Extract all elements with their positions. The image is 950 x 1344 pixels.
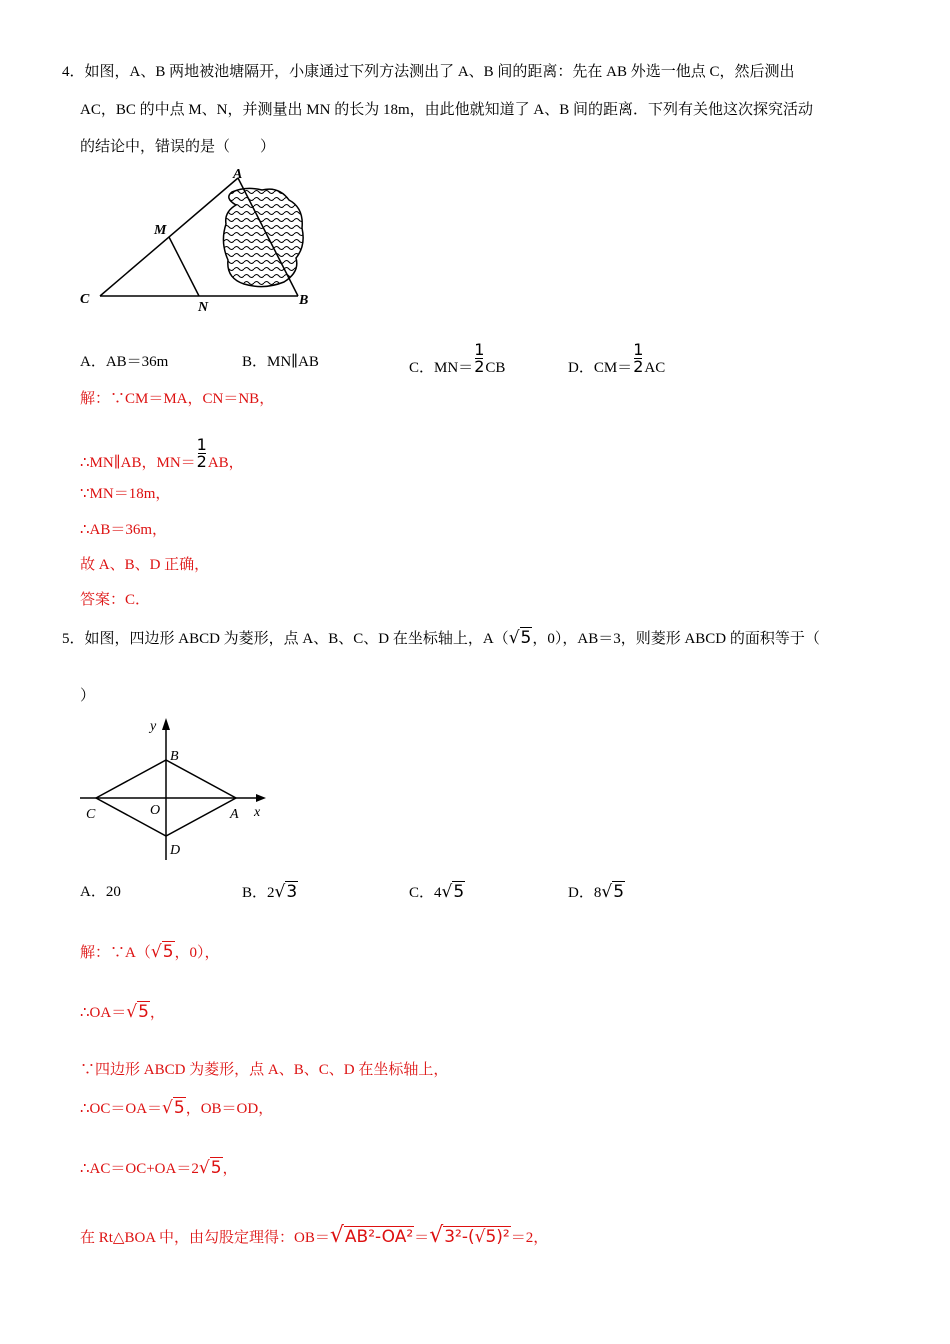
q4-option-d-prefix: D．CM＝ — [568, 359, 633, 376]
root-value: 5 — [210, 1158, 222, 1178]
segment-mn — [169, 237, 199, 296]
text: ＝ — [414, 1230, 430, 1246]
text: ＝2， — [510, 1230, 549, 1246]
q4-line2: AC，BC 的中点 M、N，并测量出 MN 的长为 18m，由此他就知道了 A、B 间的距离．下列有关他这次探究活动 — [80, 102, 813, 118]
pond-shape — [223, 188, 303, 286]
root-value: 3²-(√5)² — [444, 1227, 510, 1247]
denominator: 2 — [196, 452, 207, 471]
text: C．4 — [409, 885, 442, 901]
q4-option-c-prefix: C．MN＝ — [409, 359, 474, 376]
label-y: y — [150, 719, 157, 734]
root-value: 3 — [286, 882, 298, 902]
label-d: D — [170, 843, 181, 858]
label-c: C — [80, 292, 90, 307]
denominator: 2 — [633, 357, 644, 376]
q4-triangle-figure — [74, 160, 324, 320]
label-n: N — [198, 300, 209, 315]
q4-solution-6: 答案：C． — [80, 592, 151, 608]
text: D．8 — [568, 885, 602, 901]
root-value: 5 — [138, 1002, 149, 1022]
y-axis-arrow-icon — [162, 718, 170, 730]
numerator: 1 — [633, 340, 644, 359]
text: ∴OC＝OA＝ — [80, 1101, 163, 1117]
text: ，0）， — [174, 945, 220, 961]
q5-solution-2: ∴OA＝√5， — [80, 1002, 165, 1022]
root-value: 5 — [520, 628, 532, 648]
q5-solution-1: 解：∵A（√5，0）， — [80, 942, 220, 962]
text: B．2 — [242, 885, 275, 901]
root-value: 5 — [453, 882, 465, 902]
text: 5．如图，四边形 ABCD 为菱形，点 A、B、C、D 在坐标轴上，A（ — [62, 631, 509, 647]
numerator: 1 — [474, 340, 485, 359]
q4-option-d-suffix: AC — [644, 359, 666, 376]
root-value: 5 — [173, 1098, 185, 1118]
q5-solution-3: ∵四边形 ABCD 为菱形，点 A、B、C、D 在坐标轴上， — [80, 1062, 449, 1078]
q4-option-b[interactable]: B．MN∥AB — [242, 354, 319, 370]
fraction — [633, 342, 643, 375]
root-value: AB²-OA² — [344, 1227, 414, 1247]
q5-solution-5: ∴AC＝OC+OA＝2√5， — [80, 1158, 238, 1178]
q4-option-c[interactable] — [409, 340, 506, 385]
q4-solution-3: ∵MN＝18m， — [80, 486, 171, 502]
fraction — [197, 437, 207, 470]
q5-option-c[interactable]: C．4√5 — [409, 882, 465, 902]
q4-solution-2 — [80, 435, 244, 480]
root-value: 5 — [613, 882, 625, 902]
q5-rhombus-figure — [74, 712, 274, 862]
q5-solution-6: 在 Rt△BOA 中，由勾股定理得：OB＝√AB²-OA²＝√3²-(√5)²＝2， — [80, 1223, 549, 1248]
q5-option-d[interactable]: D．8√5 — [568, 882, 625, 902]
text: ， — [149, 1005, 165, 1021]
label-m: M — [154, 223, 167, 238]
fraction — [474, 342, 484, 375]
text: ∴MN∥AB，MN＝ — [80, 454, 196, 471]
q4-line3: 的结论中，错误的是（ ） — [80, 139, 276, 155]
q4-solution-1: 解：∵CM＝MA，CN＝NB， — [80, 391, 275, 407]
text: AB， — [207, 454, 244, 471]
q4-option-a[interactable]: A．AB＝36m — [80, 354, 169, 370]
label-b: B — [170, 749, 179, 764]
label-x: x — [254, 805, 261, 820]
x-axis-arrow-icon — [256, 794, 266, 802]
q4-option-c-suffix: CB — [485, 359, 506, 376]
label-o: O — [150, 803, 161, 818]
root-value: 5 — [162, 942, 174, 962]
text: ∴AC＝OC+OA＝2 — [80, 1161, 199, 1177]
q5-option-a[interactable]: A．20 — [80, 884, 121, 900]
denominator: 2 — [474, 357, 485, 376]
text: ， — [222, 1161, 238, 1177]
text: 在 Rt△BOA 中，由勾股定理得：OB＝ — [80, 1230, 330, 1246]
q5-line2: ） — [80, 688, 96, 704]
label-a: A — [233, 167, 243, 182]
text: ∴OA＝ — [80, 1005, 127, 1021]
q5-solution-4: ∴OC＝OA＝√5，OB＝OD， — [80, 1098, 274, 1118]
numerator: 1 — [196, 435, 207, 454]
label-c: C — [86, 807, 96, 822]
label-a: A — [230, 807, 239, 822]
q4-option-d[interactable] — [568, 340, 666, 385]
text: 解：∵A（ — [80, 945, 151, 961]
q4-solution-4: ∴AB＝36m， — [80, 522, 168, 538]
q5-line1: 5．如图，四边形 ABCD 为菱形，点 A、B、C、D 在坐标轴上，A（√5，0），AB＝3，则菱形 ABCD 的面积等于（ — [62, 628, 820, 648]
label-b: B — [299, 293, 309, 308]
q4-solution-5: 故 A、B、D 正确， — [80, 557, 210, 573]
q4-line1: 4．如图，A、B 两地被池塘隔开，小康通过下列方法测出了 A、B 间的距离：先在 AB 外选一他点 C，然后测出 — [62, 64, 795, 80]
text: ，OB＝OD， — [185, 1101, 274, 1117]
text: ，0），AB＝3，则菱形 ABCD 的面积等于（ — [532, 631, 820, 647]
q5-option-b[interactable]: B．2√3 — [242, 882, 298, 902]
